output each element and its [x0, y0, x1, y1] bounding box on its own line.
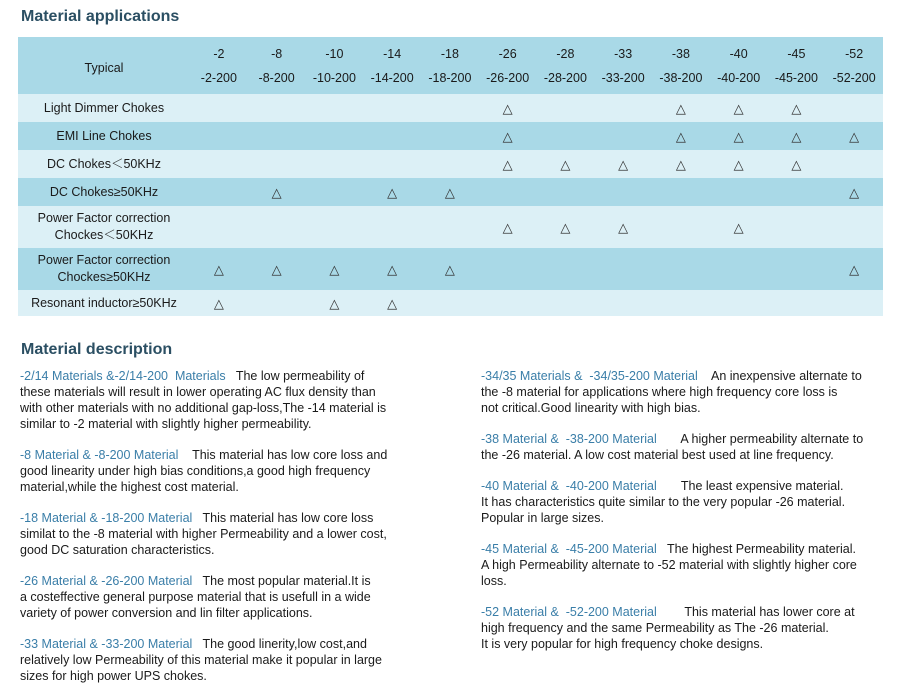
- empty-cell: [594, 178, 652, 206]
- material-heading: -18 Material & -18-200 Material: [20, 511, 193, 525]
- description-text: variety of power conversion and lin filter applications.: [20, 606, 313, 620]
- empty-cell: [190, 206, 248, 248]
- empty-cell: [248, 122, 306, 150]
- description-text: The most popular material.It is: [192, 574, 371, 588]
- empty-cell: [306, 150, 364, 178]
- description-line: [481, 400, 891, 416]
- material-code-200: -45-200: [768, 66, 826, 94]
- description-column-right: [481, 368, 891, 667]
- description-line: [481, 478, 891, 494]
- description-line: [481, 573, 891, 589]
- empty-cell: [306, 206, 364, 248]
- description-text: Popular in large sizes.: [481, 511, 604, 525]
- empty-cell: [768, 206, 826, 248]
- suitable-triangle-mark: △: [421, 248, 479, 290]
- empty-cell: [768, 248, 826, 290]
- application-label: DC Chokes＜50KHz: [18, 150, 190, 178]
- description-text: these materials will result in lower operating AC flux density than: [20, 385, 376, 399]
- empty-cell: [479, 290, 537, 316]
- empty-cell: [652, 290, 710, 316]
- empty-cell: [421, 94, 479, 122]
- material-code-200: -8-200: [248, 66, 306, 94]
- description-line: [20, 479, 420, 495]
- empty-cell: [537, 94, 595, 122]
- description-text: relatively low Permeability of this material make it popular in large: [20, 653, 382, 667]
- empty-cell: [537, 178, 595, 206]
- material-code-200: -38-200: [652, 66, 710, 94]
- material-code: -38: [652, 37, 710, 66]
- application-label: EMI Line Chokes: [18, 122, 190, 150]
- description-text: the -26 material. A low cost material best used at line frequency.: [481, 448, 834, 462]
- application-label: DC Chokes≥50KHz: [18, 178, 190, 206]
- suitable-triangle-mark: △: [479, 150, 537, 178]
- application-row: [18, 122, 883, 150]
- empty-cell: [537, 122, 595, 150]
- empty-cell: [594, 248, 652, 290]
- empty-cell: [710, 248, 768, 290]
- application-label: [18, 248, 190, 290]
- empty-cell: [421, 290, 479, 316]
- application-row: [18, 206, 883, 248]
- empty-cell: [190, 150, 248, 178]
- description-text: not critical.Good linearity with high bias.: [481, 401, 701, 415]
- suitable-triangle-mark: △: [825, 122, 883, 150]
- material-description-paragraph: [20, 636, 420, 684]
- material-applications-table: [18, 37, 883, 316]
- material-description-paragraph: [20, 447, 420, 495]
- material-code: -45: [768, 37, 826, 66]
- material-description-paragraph: [481, 478, 891, 526]
- description-line: [481, 620, 891, 636]
- material-heading: -52 Material & -52-200 Material: [481, 605, 657, 619]
- material-heading: -8 Material & -8-200 Material: [20, 448, 179, 462]
- description-line: [20, 542, 420, 558]
- description-line: [481, 557, 891, 573]
- description-text: a costeffective general purpose material that is usefull in a wide: [20, 590, 371, 604]
- application-label: Light Dimmer Chokes: [18, 94, 190, 122]
- suitable-triangle-mark: △: [363, 248, 421, 290]
- description-line: [20, 368, 420, 384]
- material-code-200: -14-200: [363, 66, 421, 94]
- empty-cell: [363, 122, 421, 150]
- description-line: [20, 605, 420, 621]
- material-code: -40: [710, 37, 768, 66]
- application-row: [18, 290, 883, 316]
- material-heading: -40 Material & -40-200 Material: [481, 479, 657, 493]
- empty-cell: [537, 248, 595, 290]
- header-row-top: [18, 37, 883, 66]
- material-code: -33: [594, 37, 652, 66]
- empty-cell: [479, 248, 537, 290]
- empty-cell: [248, 150, 306, 178]
- suitable-triangle-mark: △: [537, 150, 595, 178]
- empty-cell: [825, 206, 883, 248]
- description-text: A higher permeability alternate to: [656, 432, 864, 446]
- suitable-triangle-mark: △: [710, 94, 768, 122]
- empty-cell: [421, 206, 479, 248]
- material-code: -18: [421, 37, 479, 66]
- description-text: the -8 material for applications where high frequency core loss is: [481, 385, 838, 399]
- description-text: with other materials with no additional gap-loss,The -14 material is: [20, 401, 387, 415]
- empty-cell: [248, 94, 306, 122]
- material-code-200: -26-200: [479, 66, 537, 94]
- suitable-triangle-mark: △: [479, 122, 537, 150]
- applications-table-body: [18, 94, 883, 316]
- application-row: [18, 150, 883, 178]
- suitable-triangle-mark: △: [306, 290, 364, 316]
- suitable-triangle-mark: △: [306, 248, 364, 290]
- empty-cell: [594, 122, 652, 150]
- material-code-200: -40-200: [710, 66, 768, 94]
- material-code-200: -18-200: [421, 66, 479, 94]
- material-heading: -34/35 Materials & -34/35-200 Material: [481, 369, 698, 383]
- description-text: material,while the highest cost material.: [20, 480, 239, 494]
- description-text: The least expensive material.: [656, 479, 844, 493]
- empty-cell: [825, 150, 883, 178]
- suitable-triangle-mark: △: [248, 178, 306, 206]
- description-line: [20, 400, 420, 416]
- empty-cell: [363, 206, 421, 248]
- material-code: -26: [479, 37, 537, 66]
- material-code-200: -52-200: [825, 66, 883, 94]
- material-description-paragraph: [481, 541, 891, 589]
- description-line: [20, 526, 420, 542]
- suitable-triangle-mark: △: [652, 122, 710, 150]
- suitable-triangle-mark: △: [479, 94, 537, 122]
- empty-cell: [363, 94, 421, 122]
- suitable-triangle-mark: △: [768, 150, 826, 178]
- suitable-triangle-mark: △: [537, 206, 595, 248]
- material-heading: -33 Material & -33-200 Material: [20, 637, 193, 651]
- description-text: The good linerity,low cost,and: [192, 637, 367, 651]
- description-text: The low permeability of: [225, 369, 365, 383]
- description-text: similat to the -8 material with higher Permeability and a lower cost,: [20, 527, 387, 541]
- description-text: An inexpensive alternate to: [697, 369, 862, 383]
- description-line: [20, 573, 420, 589]
- material-code: -10: [306, 37, 364, 66]
- description-line: [20, 510, 420, 526]
- material-code-200: -28-200: [537, 66, 595, 94]
- description-line: [481, 494, 891, 510]
- material-heading: -2/14 Materials &-2/14-200 Materials: [20, 369, 226, 383]
- material-description-paragraph: [20, 368, 420, 432]
- material-description-paragraph: [20, 510, 420, 558]
- description-line: [481, 604, 891, 620]
- description-text: The highest Permeability material.: [656, 542, 856, 556]
- material-code: -8: [248, 37, 306, 66]
- description-column-left: [20, 368, 420, 696]
- material-heading: -26 Material & -26-200 Material: [20, 574, 193, 588]
- description-text: A high Permeability alternate to -52 material with slightly higher core: [481, 558, 857, 572]
- application-label-line: Power Factor correction: [37, 253, 171, 267]
- description-line: [481, 368, 891, 384]
- description-line: [481, 431, 891, 447]
- application-row: [18, 94, 883, 122]
- material-code-200: -10-200: [306, 66, 364, 94]
- description-line: [481, 384, 891, 400]
- empty-cell: [768, 178, 826, 206]
- suitable-triangle-mark: △: [652, 150, 710, 178]
- material-description-paragraph: [481, 604, 891, 652]
- application-label: [18, 206, 190, 248]
- empty-cell: [306, 122, 364, 150]
- empty-cell: [652, 178, 710, 206]
- suitable-triangle-mark: △: [190, 248, 248, 290]
- suitable-triangle-mark: △: [710, 206, 768, 248]
- description-text: good DC saturation characteristics.: [20, 543, 215, 557]
- suitable-triangle-mark: △: [363, 290, 421, 316]
- suitable-triangle-mark: △: [421, 178, 479, 206]
- empty-cell: [190, 178, 248, 206]
- suitable-triangle-mark: △: [825, 178, 883, 206]
- description-text: sizes for high power UPS chokes.: [20, 669, 207, 683]
- description-line: [20, 589, 420, 605]
- suitable-triangle-mark: △: [248, 248, 306, 290]
- empty-cell: [363, 150, 421, 178]
- application-row: [18, 248, 883, 290]
- suitable-triangle-mark: △: [768, 94, 826, 122]
- description-line: [20, 384, 420, 400]
- description-text: It is very popular for high frequency choke designs.: [481, 637, 764, 651]
- suitable-triangle-mark: △: [479, 206, 537, 248]
- description-line: [481, 447, 891, 463]
- description-text: This material has lower core at: [656, 605, 855, 619]
- description-line: [481, 636, 891, 652]
- material-heading: -38 Material & -38-200 Material: [481, 432, 657, 446]
- application-label-line: Chockes＜50KHz: [54, 228, 154, 242]
- empty-cell: [594, 290, 652, 316]
- empty-cell: [479, 178, 537, 206]
- application-row: [18, 178, 883, 206]
- suitable-triangle-mark: △: [710, 122, 768, 150]
- empty-cell: [248, 206, 306, 248]
- description-line: [481, 510, 891, 526]
- suitable-triangle-mark: △: [594, 150, 652, 178]
- empty-cell: [710, 290, 768, 316]
- description-title: Material description: [21, 341, 173, 358]
- empty-cell: [190, 94, 248, 122]
- suitable-triangle-mark: △: [190, 290, 248, 316]
- material-code-200: -2-200: [190, 66, 248, 94]
- application-label-line: Chockes≥50KHz: [57, 270, 151, 284]
- empty-cell: [190, 122, 248, 150]
- description-text: loss.: [481, 574, 507, 588]
- description-text: This material has low core loss: [192, 511, 374, 525]
- empty-cell: [652, 248, 710, 290]
- empty-cell: [537, 290, 595, 316]
- material-code-200: -33-200: [594, 66, 652, 94]
- application-label: Resonant inductor≥50KHz: [18, 290, 190, 316]
- empty-cell: [825, 94, 883, 122]
- empty-cell: [248, 290, 306, 316]
- description-line: [20, 447, 420, 463]
- description-line: [20, 416, 420, 432]
- suitable-triangle-mark: △: [652, 94, 710, 122]
- description-text: similar to -2 material with slightly higher permeability.: [20, 417, 312, 431]
- description-line: [481, 541, 891, 557]
- material-code: -2: [190, 37, 248, 66]
- description-text: This material has low core loss and: [178, 448, 388, 462]
- description-line: [20, 636, 420, 652]
- material-description-paragraph: [481, 431, 891, 463]
- empty-cell: [825, 290, 883, 316]
- description-line: [20, 652, 420, 668]
- material-code: -14: [363, 37, 421, 66]
- material-code: -28: [537, 37, 595, 66]
- suitable-triangle-mark: △: [363, 178, 421, 206]
- application-label-line: Power Factor correction: [37, 211, 171, 225]
- suitable-triangle-mark: △: [768, 122, 826, 150]
- material-heading: -45 Material & -45-200 Material: [481, 542, 657, 556]
- empty-cell: [421, 122, 479, 150]
- empty-cell: [768, 290, 826, 316]
- suitable-triangle-mark: △: [594, 206, 652, 248]
- empty-cell: [594, 94, 652, 122]
- material-code: -52: [825, 37, 883, 66]
- description-line: [20, 668, 420, 684]
- empty-cell: [652, 206, 710, 248]
- description-line: [20, 463, 420, 479]
- empty-cell: [306, 178, 364, 206]
- empty-cell: [421, 150, 479, 178]
- material-description-paragraph: [481, 368, 891, 416]
- description-text: It has characteristics quite similar to the very popular -26 material.: [481, 495, 846, 509]
- applications-title: Material applications: [21, 8, 180, 25]
- suitable-triangle-mark: △: [825, 248, 883, 290]
- description-text: high frequency and the same Permeability as The -26 material.: [481, 621, 829, 635]
- empty-cell: [306, 94, 364, 122]
- material-description-paragraph: [20, 573, 420, 621]
- typical-header: Typical: [18, 37, 190, 94]
- suitable-triangle-mark: △: [710, 150, 768, 178]
- empty-cell: [710, 178, 768, 206]
- description-text: good linearity under high bias conditions,a good high frequency: [20, 464, 371, 478]
